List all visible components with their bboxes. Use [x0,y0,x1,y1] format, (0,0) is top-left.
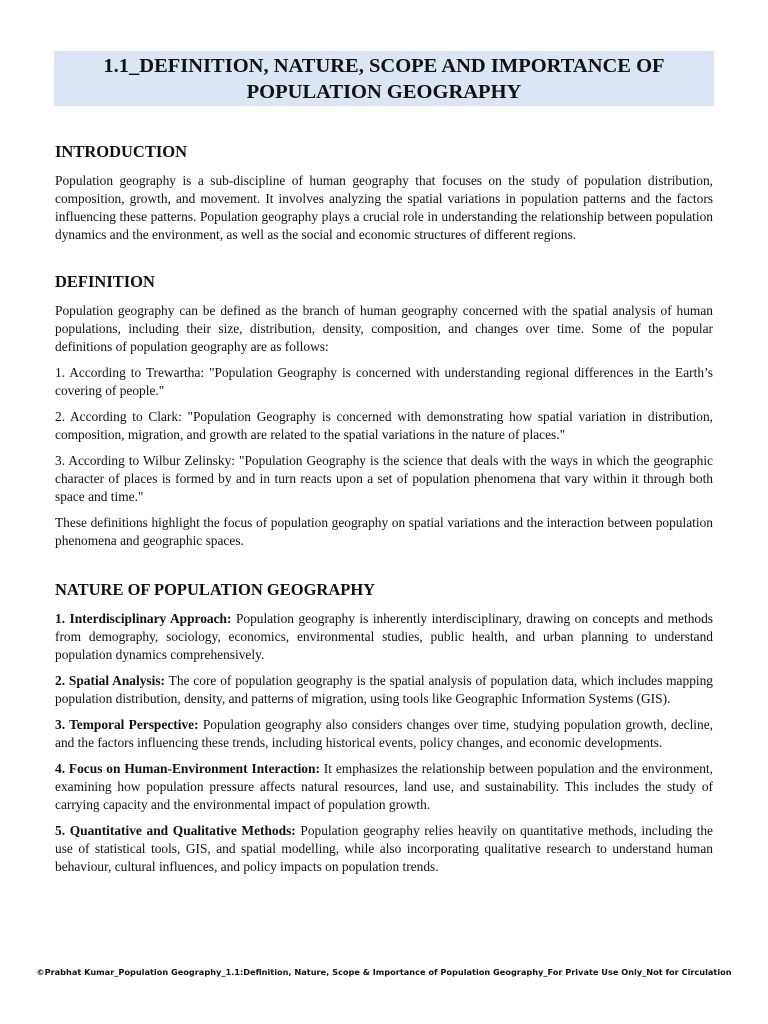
definition-item: 1. According to Trewartha: "Population Geography is concerned with understanding regional differences in the Earth’s covering of people." [55,365,713,398]
definition-item: 3. According to Wilbur Zelinsky: "Population Geography is the science that deals with the ways in which the geographic character of places is formed by and in turn reacts upon a set of population phenomena that vary within it through both space and time." [55,453,713,504]
nature-item-label: 3. Temporal Perspective: [55,717,199,732]
definition-heading: DEFINITION [55,272,155,291]
nature-item-label: 1. Interdisciplinary Approach: [55,611,232,626]
introduction-text: Population geography is a sub-discipline of human geography that focuses on the study of population distribution, composition, growth, and movement. It involves analyzing the spatial variations in population patterns and the factors influencing these patterns. Population geography plays a crucial role in understanding the relationship between population dynamics and the environment, as well as the social and economic structures of different regions. [55,173,713,242]
nature-item-text: It emphasizes the relationship between population and the environment, examining how population pressure affects natural resources, land use, and sustainability. This includes the study of carrying capacity and the environmental impact of population growth. [55,761,713,812]
page-title [54,51,714,106]
nature-item-label: 4. Focus on Human-Environment Interaction: [55,761,320,776]
nature-item [55,716,713,752]
nature-heading: NATURE OF POPULATION GEOGRAPHY [55,580,376,599]
definition-item: 2. According to Clark: "Population Geography is concerned with demonstrating how spatial variation in distribution, composition, migration, and growth are related to the spatial variations in the nature of places." [55,409,713,442]
title-line-1: 1.1_DEFINITION, NATURE, SCOPE AND IMPORTANCE OF [103,55,665,77]
page-footer: ©Prabhat Kumar_Population Geography_1.1:Definition, Nature, Scope & Importance of Population Geography_For Private Use Only_Not for Circulation [36,967,732,977]
title-line-2: POPULATION GEOGRAPHY [246,81,522,103]
nature-item-text: The core of population geography is the spatial analysis of population data, which includes mapping population distribution, density, and patterns of migration, using tools like Geographic Information Systems (GIS). [55,673,714,706]
nature-item-text: Population geography is inherently interdisciplinary, drawing on concepts and methods from demography, sociology, economics, environmental studies, public health, and urban planning to understand population dynamics comprehensively. [55,611,713,662]
nature-item-text: Population geography relies heavily on quantitative methods, including the use of statistical tools, GIS, and spatial modelling, while also incorporating qualitative research to understand human behaviour, cultural influences, and policy impacts on population trends. [55,823,713,874]
nature-item-label: 5. Quantitative and Qualitative Methods: [55,823,296,838]
nature-item-text: Population geography also considers changes over time, studying population growth, decline, and the factors influencing these trends, including historical events, policy changes, and economic developments. [55,717,714,750]
nature-item [55,822,713,876]
document-content [55,142,713,904]
nature-item [55,760,713,814]
definition-intro: Population geography can be defined as the branch of human geography concerned with the spatial analysis of human populations, including their size, distribution, density, composition, and changes over time. Some of the popular definitions of population geography are as follows: [55,303,713,354]
nature-section [55,580,713,876]
definition-section [55,272,713,550]
nature-item [55,610,713,664]
nature-item-label: 2. Spatial Analysis: [55,673,166,688]
definition-closing: These definitions highlight the focus of population geography on spatial variations and the interaction between population phenomena and geographic spaces. [55,515,713,548]
introduction-section [55,142,713,244]
introduction-heading: INTRODUCTION [55,142,188,161]
nature-item [55,672,713,708]
